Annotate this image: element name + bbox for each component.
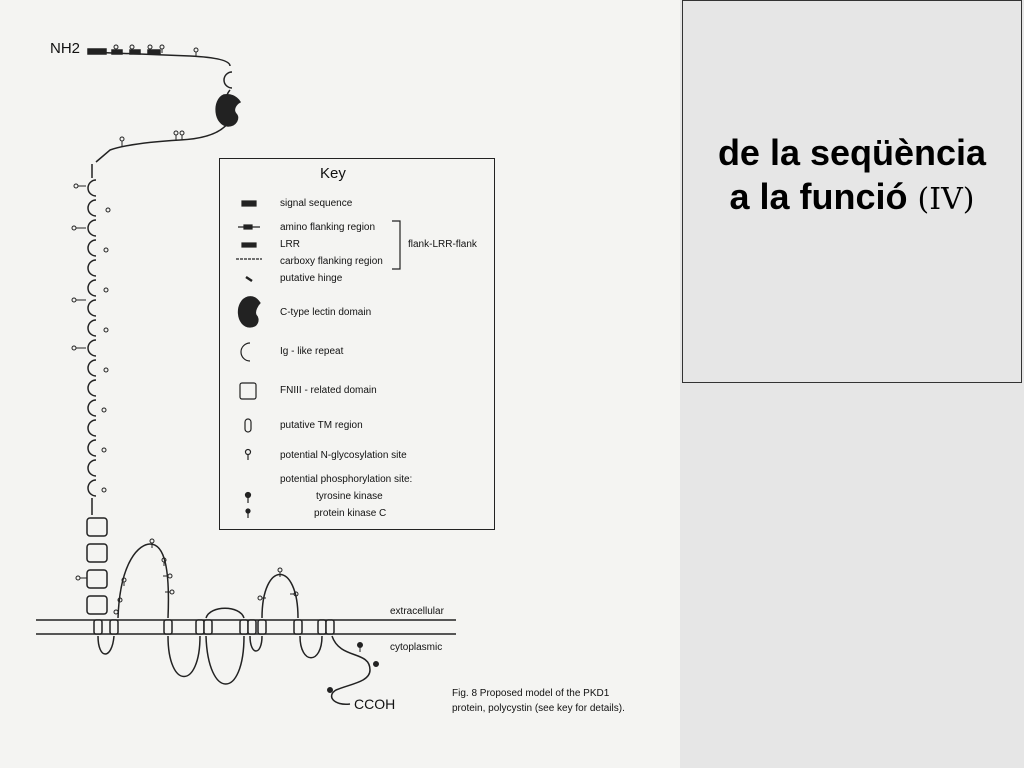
key-label-phosphorylation: potential phosphorylation site:: [280, 474, 413, 485]
lrr-icon: [242, 243, 256, 247]
signal-sequence-icon: [242, 201, 256, 206]
slide-title-suffix: (IV): [917, 182, 975, 217]
key-label-lectin: C-type lectin domain: [280, 307, 372, 318]
ig-repeat-column: [88, 164, 96, 515]
fniii-domains: [87, 518, 107, 614]
tm-region-icon: [245, 419, 251, 432]
title-box: [682, 0, 1022, 383]
key-label-lrr: LRR: [280, 239, 301, 250]
phosphorylation-sites: [328, 643, 379, 693]
extracellular-label: extracellular: [390, 606, 444, 617]
tyrosine-kinase-icon: [246, 493, 251, 504]
ccoh-label: CCOH: [354, 696, 396, 712]
key-label-ig: Ig - like repeat: [280, 346, 344, 357]
fniii-domain-icon: [240, 383, 256, 399]
key-label-carboxy-flanking: carboxy flanking region: [280, 256, 383, 267]
lectin-domain-icon: [238, 297, 260, 327]
slide-title-line1: de la seqüència: [717, 132, 987, 173]
lectin-domain: [216, 95, 240, 126]
key-label-signal-sequence: signal sequence: [280, 198, 353, 209]
slide-title-line2: [730, 175, 975, 222]
key-label-hinge: putative hinge: [280, 273, 343, 284]
ig-repeat-icon: [241, 343, 250, 361]
glycosylation-icon: [246, 450, 251, 461]
nh2-label: NH2: [50, 40, 81, 57]
key-box: [219, 158, 495, 530]
slide-title-line2-text: a la funció: [729, 176, 908, 217]
key-label-fniii: FNIII - related domain: [280, 385, 377, 396]
key-bracket-label: flank-LRR-flank: [408, 239, 477, 250]
key-label-protein-kinase-c: protein kinase C: [314, 508, 387, 519]
amino-flanking-icon: [238, 225, 260, 229]
n-terminal-chain: [88, 49, 232, 100]
key-label-glycosylation: potential N-glycosylation site: [280, 450, 407, 461]
protein-kinase-c-icon: [246, 509, 250, 518]
flank-lrr-flank-bracket: [392, 221, 400, 269]
key-label-tyrosine-kinase: tyrosine kinase: [316, 491, 383, 502]
figure-caption-line2: protein, polycystin (see key for details).: [452, 703, 625, 714]
cytoplasmic-label: cytoplasmic: [390, 642, 443, 653]
key-title: Key: [320, 165, 346, 182]
tm-regions: [94, 620, 334, 634]
hinge-icon: [246, 277, 252, 281]
figure-caption-line1: Fig. 8 Proposed model of the PKD1: [452, 688, 610, 699]
key-label-tm: putative TM region: [280, 420, 363, 431]
key-label-amino-flanking: amino flanking region: [280, 222, 376, 233]
